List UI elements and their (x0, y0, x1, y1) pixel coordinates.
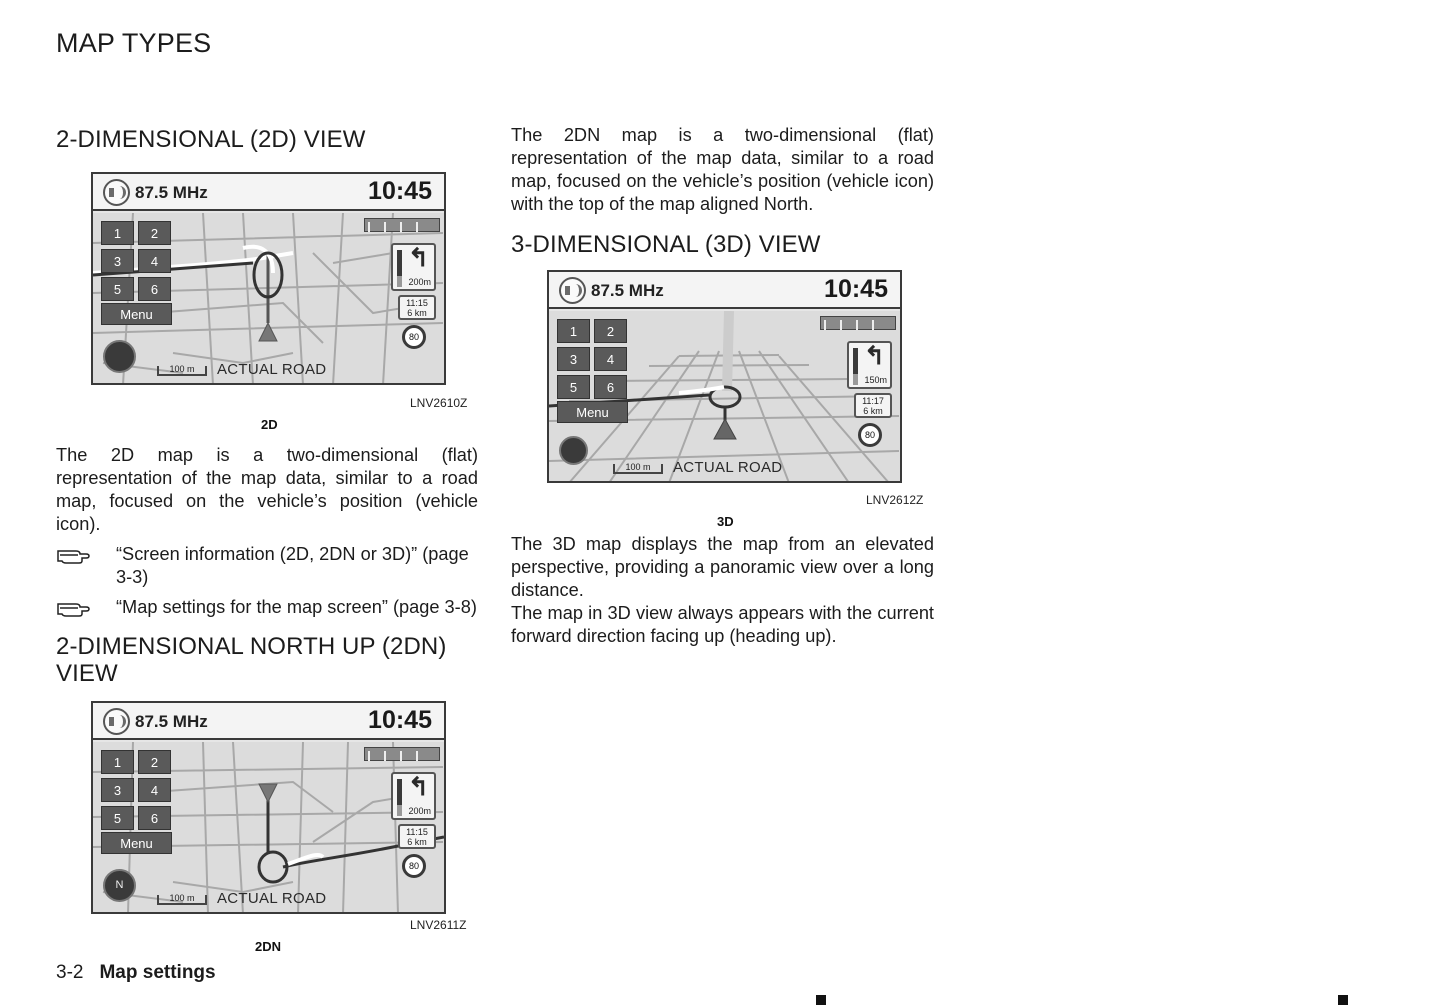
menu-button[interactable]: Menu (101, 832, 172, 854)
figure-caption: 3D (717, 514, 734, 529)
section-name: Map settings (99, 962, 216, 983)
distance-bar (397, 250, 402, 287)
speed-limit-sign: 80 (858, 423, 882, 447)
preset-button-3[interactable]: 3 (557, 347, 590, 371)
eta-box (398, 824, 436, 849)
status-bar (549, 272, 900, 309)
distance-bar (397, 779, 402, 816)
menu-button[interactable]: Menu (557, 401, 628, 423)
reference-item[interactable] (56, 596, 478, 619)
crop-mark (1338, 995, 1348, 1005)
eta-distance: 6 km (407, 837, 427, 847)
radio-frequency: 87.5 MHz (135, 712, 208, 731)
compass-icon[interactable] (103, 340, 136, 373)
heading-3d-view: 3-DIMENSIONAL (3D) VIEW (511, 231, 821, 258)
map-area (549, 311, 900, 481)
status-bar (93, 703, 444, 740)
preset-button-4[interactable]: 4 (138, 778, 171, 802)
current-road-name: ACTUAL ROAD (673, 459, 783, 476)
pointing-hand-icon (56, 596, 116, 619)
figure-code: LNV2612Z (866, 493, 924, 507)
eta-distance: 6 km (863, 406, 883, 416)
clock: 10:45 (824, 275, 888, 303)
page-number: 3-2 (56, 962, 84, 983)
body-3d-2: The map in 3D view always appears with the current forward direction facing up (heading up). (511, 603, 934, 646)
nav-screen-3d (547, 270, 902, 483)
preset-button-2[interactable]: 2 (138, 750, 171, 774)
reference-link[interactable]: “Screen information (2D, 2DN or 3D)” (page 3-3) (116, 544, 469, 587)
preset-button-5[interactable]: 5 (101, 806, 134, 830)
turn-distance: 200m (408, 806, 431, 816)
preset-button-5[interactable]: 5 (101, 277, 134, 301)
page-footer (56, 962, 216, 984)
crop-mark (816, 995, 826, 1005)
body-3d-1: The 3D map displays the map from an elevated perspective, providing a panoramic view over a long distance. (511, 534, 934, 600)
middle-column (511, 124, 934, 648)
reference-link[interactable]: “Map settings for the map screen” (page 3-8) (116, 597, 477, 617)
page-title: MAP TYPES (56, 28, 212, 58)
eta-time: 11:15 (406, 827, 428, 837)
preset-button-1[interactable]: 1 (101, 221, 134, 245)
compass-icon[interactable] (559, 436, 588, 465)
preset-button-3[interactable]: 3 (101, 249, 134, 273)
body-2dn: The 2DN map is a two-dimensional (flat) representation of the map data, similar to a road map, focused on the vehicle’s position (vehicle icon) with the top of the map aligned North. (511, 125, 934, 214)
left-column (56, 120, 478, 961)
map-scale: 100 m (613, 464, 663, 474)
turn-indicator (391, 772, 436, 820)
figure-caption: 2D (261, 417, 278, 432)
lane-guidance (820, 316, 896, 330)
lane-guidance (364, 747, 440, 761)
current-road-name: ACTUAL ROAD (217, 890, 327, 907)
clock: 10:45 (368, 706, 432, 734)
preset-button-3[interactable]: 3 (101, 778, 134, 802)
map-scale: 100 m (157, 895, 207, 905)
clock: 10:45 (368, 177, 432, 205)
figure-code: LNV2610Z (410, 396, 468, 410)
turn-indicator (391, 243, 436, 291)
preset-button-6[interactable]: 6 (594, 375, 627, 399)
figure-code: LNV2611Z (410, 918, 467, 932)
preset-button-6[interactable]: 6 (138, 277, 171, 301)
preset-button-1[interactable]: 1 (101, 750, 134, 774)
radio-icon (103, 179, 130, 206)
heading-2dn-view: 2-DIMENSIONAL NORTH UP (2DN) VIEW (56, 633, 447, 687)
eta-time: 11:15 (406, 298, 428, 308)
preset-button-1[interactable]: 1 (557, 319, 590, 343)
nav-screen-2d (91, 172, 446, 385)
turn-indicator (847, 341, 892, 389)
figure-caption: 2DN (255, 939, 282, 954)
preset-button-2[interactable]: 2 (594, 319, 627, 343)
eta-time: 11:17 (862, 396, 884, 406)
turn-distance: 150m (864, 375, 887, 385)
radio-icon (103, 708, 130, 735)
speed-limit-sign: 80 (402, 854, 426, 878)
figure-3d (511, 258, 934, 528)
figure-2dn (56, 687, 478, 961)
map-area (93, 742, 444, 912)
compass-icon[interactable]: N (103, 869, 136, 902)
eta-distance: 6 km (407, 308, 427, 318)
eta-box (398, 295, 436, 320)
preset-button-4[interactable]: 4 (594, 347, 627, 371)
radio-icon (559, 277, 586, 304)
heading-2d-view: 2-DIMENSIONAL (2D) VIEW (56, 126, 366, 153)
radio-frequency: 87.5 MHz (591, 281, 664, 300)
map-scale: 100 m (157, 366, 207, 376)
reference-item[interactable] (56, 543, 478, 589)
pointing-hand-icon (56, 543, 116, 566)
map-area (93, 213, 444, 383)
preset-button-5[interactable]: 5 (557, 375, 590, 399)
body-2d: The 2D map is a two-dimensional (flat) representation of the map data, similar to a road map, focused on the vehicle’s position (vehicle icon). (56, 445, 478, 534)
menu-button[interactable]: Menu (101, 303, 172, 325)
preset-button-2[interactable]: 2 (138, 221, 171, 245)
u-turn-arrow-icon: ↰ (408, 244, 429, 272)
status-bar (93, 174, 444, 211)
radio-frequency: 87.5 MHz (135, 183, 208, 202)
lane-guidance (364, 218, 440, 232)
current-road-name: ACTUAL ROAD (217, 361, 327, 378)
nav-screen-2dn (91, 701, 446, 914)
distance-bar (853, 348, 858, 385)
u-turn-arrow-icon: ↰ (408, 773, 429, 801)
speed-limit-sign: 80 (402, 325, 426, 349)
turn-distance: 200m (408, 277, 431, 287)
preset-button-6[interactable]: 6 (138, 806, 171, 830)
eta-box (854, 393, 892, 418)
figure-2d (56, 153, 478, 432)
preset-button-4[interactable]: 4 (138, 249, 171, 273)
u-turn-arrow-icon: ↰ (864, 342, 885, 370)
